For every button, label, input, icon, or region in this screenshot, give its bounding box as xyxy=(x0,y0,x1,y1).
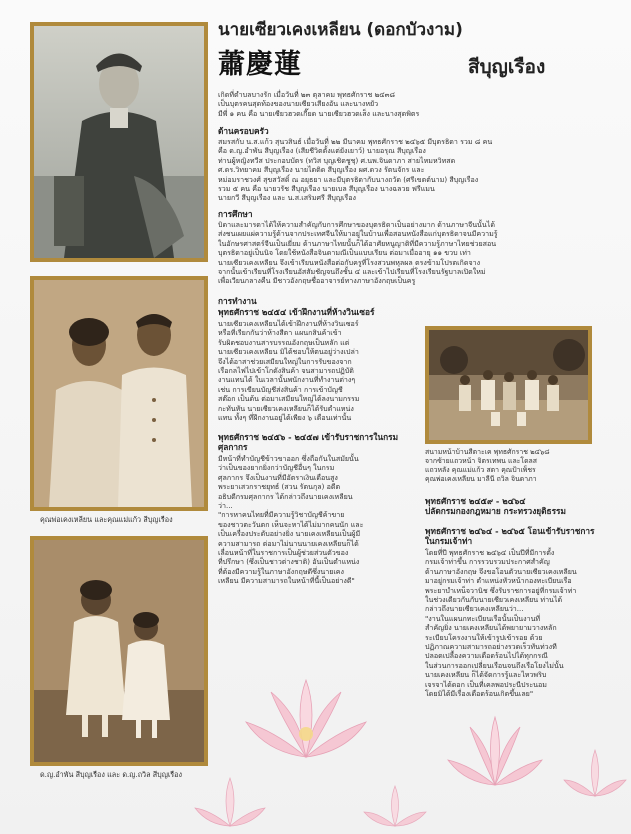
lotus-decoration-left xyxy=(190,770,270,830)
customs1-text: มีหน้าที่ทำบัญชีข้าวขาออก ซึ่งถือกันในสมัยนั้น ว่าเป็นของยากยิ่งกว่าบัญชีอื่นๆ ในกรม ศุลกากร จึงเป็นงานที่มีอัตราเงินเดือนสูง พระยาเสวกราชยุทธ์ (สวน รัตนกุล) อดีต อธิบดีกรมศุลกากร ได้กล่าวถึงนายเคงเหลียน ว่า... "การหาคนไทยที่มีความรู้วิชาบัญชีค้าขาย ของชาวตะวันตก เห็นจะหาได้ไม่มากคนนัก และ เป็นเครื่องประดับอย่างยิ่ง นายเคงเหลียนเป็นผู้มี ความสามารถ ต่อมาไม่นานนายเคงเหลียนก็ได้ เลื่อนหน้าที่ในราชการเป็นผู้ช่วยส่วนตัวของ ที่ปรึกษา (ซึ่งเป็นชาวต่างชาติ) อันเป็นตำแหน่ง ที่ต้องมีความรู้ในภาษาอังกฤษดีซึ่งนายเคง เหลียน มีความสามารถในหน้าที่นี้เป็นอย่างดี" xyxy=(218,454,364,586)
intro-text: เกิดที่ตำบลบางรัก เมื่อวันที่ ๒๓ ตุลาคม พุทธศักราช ๒๔๓๘ เป็นบุตรคนสุดท้องของนายเซียวเสียงอัน และนางหยัว มีพี่ ๑ คน คือ นายเซียวฮวดเกี๊ยด นายเซียวฮวดเส็ง และนางสุดพิตร xyxy=(218,90,420,118)
lotus-decoration-far-right xyxy=(560,740,630,800)
group-photo xyxy=(425,326,592,444)
lotus-decoration-center xyxy=(226,672,386,762)
chinese-name: 蕭慶蓮 xyxy=(218,49,302,80)
work-heading: การทำงาน xyxy=(218,296,257,306)
education-text: บิดาและมารดาได้ให้ความสำคัญกับการศึกษาของบุตรธิดาเป็นอย่างมาก ด้านภาษาจีนนั้นได้ ส่งชนเผยแผ่ความรู้ด้านจากประเทศจีนให้มาอยู่ในบ้านเพื่อสอนหนังสือแก่บุตรธิดาจนมีความรู้ ในอักษรศาสตร์จีนเป็นเยี่ยม ด้านภาษาไทยนั้นก็ได้อาศัยหนูญาติที่มีความรู้ภาษาไทยช่วยสอน บุตรธิดาอยู่เป็นนิจ โดยใช้หนังสือจินดามณีเป็นแบบเรียน ต่อมาเมื่ออายุ ๑๑ ขวบ เท่า นายเซียวเคงเหลียน จึงเข้าเรียนหนังสือต่อกับครูที่โรงสวนพหุลผล ตรงข้ามโปรตเกิดจาง จากนั้นเข้าเรียนที่โรงเรียนอัสสัมชัญจนถึงชั้น ๔ และเข้าไปเรียนที่โรงเรียนรัฐบาลเปิดใหม่ เพื่อเวียนกลางคืน มีชาวอังกฤษชื่ออาจารย์ทางภาษาอังกฤษเป็นครู xyxy=(218,220,498,286)
page-title: นายเซียวเคงเหลียน (ดอกบัวงาม) xyxy=(218,20,463,40)
family-name: สีบุญเรือง xyxy=(468,56,546,78)
family-text: สมรสกับ น.ส.แก้ว สุนวสินธ์ เมื่อวันที่ ๒๒ มีนาคม พุทธศักราช ๒๔๖๕ มีบุตรธิดา รวม ๘ คน คือ ด.ญ.อำพัน สีบุญเรือง (เสียชีวิตตั้งแต่ยังเยาว์) นายอรุณ สีบุญเรือง ท่านผู้หญิงทวีส ประกอบบัตร (ทวิส บุญเชิดชูชุ) ศ.นพ.จินดาภา สายไหมหวิทสด ศ.ดร.วิทยาคม สีบุญเรือง นายไตติด สีบุญเรือง ผศ.ดวง รัตนจักร และ หม่อมราชวงศ์ สุขสวัสดิ์ ณ อยุธยา และมีบุตรธิดากับนางถวัด (ศรีเขตต์นาม) สีบุญเรือง รวม ๕ คน คือ นายวรัช สีบุญเรือง นายเบล สีบุญเรือง นางฉลวย ฟรีแมน นายกวี สีบุญเรือง และ น.ส.เสริมศรี สีบุญเรือง xyxy=(218,137,493,203)
portrait-photo xyxy=(30,22,208,262)
customs2-text: โดยที่ปี พุทธศักราช ๒๔๖๔ เป็นปีที่มีการตั้ง กรมเจ้าท่าขึ้น การรวบรวมประกาศสำคัญ ด้านภาษาอังกฤษ จึงขอโอนตัวนายเซียวเคงเหลียน มาอยู่กรมเจ้าท่า ตำแหน่งหัวหน้ากองทะเบียนเรือ พระยาบำเหน็จวานิช ซึ่งรับราชการอยู่ที่กรมเจ้าท่า ในช่วงเดียวกันกับนายเซียวเคงเหลียน ท่านได้ กล่าวถึงนายเซียวเคงเหลียนว่า... "งานในแผนกทะเบียนเรือนั้นเป็นงานที่ สำคัญยิ่ง นายเคงเหลียนได้พยายามวางหลัก ระเบียบโครงงานให้เข้ารูปเข้ารอย ด้วย ปฏิภาณความสามารถอย่างรวดเร็วทันท่วงที ปลอดเปลื้องความเดือดร้อนไปได้ทุกกรณี ในส่วนการออกเปลี่ยนเรือนจนถึงเรือโยงไม่นั้น นายเคงเหลียน ก็ได้จัดการรู้และไหวพริบ เจรจาได้ดอก เป็นที่เคลพอประนีประนอม โดยมิได้มีเรื่องเดือดร้อนเกิดขึ้นเลย" xyxy=(425,548,577,699)
family-heading: ด้านครอบครัว xyxy=(218,126,269,136)
work-subheading: พุทธศักราช ๒๔๕๔ เข้าฝึกงานที่ห้างวินเซอร์ xyxy=(218,307,375,317)
lotus-decoration-mid xyxy=(360,780,430,830)
couple-caption: คุณพ่อเคงเหลียน และคุณแม่แก้ว สีบุญเรือง xyxy=(40,515,173,524)
children-photo xyxy=(30,536,208,766)
customs2-heading: พุทธศักราช ๒๔๖๔ - ๒๔๖๕ โอนเข้ารับราชการในกรมเจ้าท่า xyxy=(425,526,595,546)
work-text: นายเซียวเคงเหลียนได้เข้าฝึกงานที่ห้างวินเซอร์ หรือที่เรียกกันว่าห้างสีตา แผนกสินค้าเข้า รับผิดชอบงานสารบรรณอังกฤษเป็นหลัก แต่ นายเซียวเคงเหลียน มิได้ชอบให้ตนอยู่ว่างเปล่า จึงได้อาสาช่วยเสมียนใหญ่ในการรับของจาก เรือกลไฟไปเข้าโกดังสินค้า จนสามารถปฏิบัติ งานแทนได้ ในเวลานั้นพนักงานที่ทำงานต่างๆ เช่น การเขียนบัญชีส่งสินค้า การเข้าบัญชี สต๊อก เป็นต้น ต่อมาเสมียนใหญ่ได้ลงนามกรรม กะทันหัน นายเซียวเคงเหลียนก็ได้รับตำแหน่ง แทน ทั้งๆ ที่ฝึกงานอยู่ได้เพียง ๖ เดือนเท่านั้น xyxy=(218,319,360,423)
lotus-decoration-right xyxy=(440,705,550,790)
customs1-heading: พุทธศักราช ๒๔๕๖ - ๒๔๕๗ เข้ารับราชการในกรมศุลกากร xyxy=(218,432,399,452)
group-caption: สนามหน้าบ้านสีตาะเค พุทธศักราช ๒๔๖๘ จากซ้ายแถวหน้า จิตรเทพน และโดลส แถวหลัง คุณแม่แก้ว สตา คุณป้าเพ็ชร คุณพ่อเคงเหลียน มาลีนี ถวิล จินดาภา xyxy=(425,448,550,483)
education-heading: การศึกษา xyxy=(218,209,253,219)
couple-photo xyxy=(30,276,208,511)
children-caption: ด.ญ.อำพัน สีบุญเรือง และ ด.ญ.ถวิล สีบุญเรือง xyxy=(40,770,182,779)
navy-heading: พุทธศักราช ๒๔๕๙ - ๒๔๖๔ ปลัดกรมกองกฎหมาย กระทรวงยุติธรรม xyxy=(425,496,566,516)
